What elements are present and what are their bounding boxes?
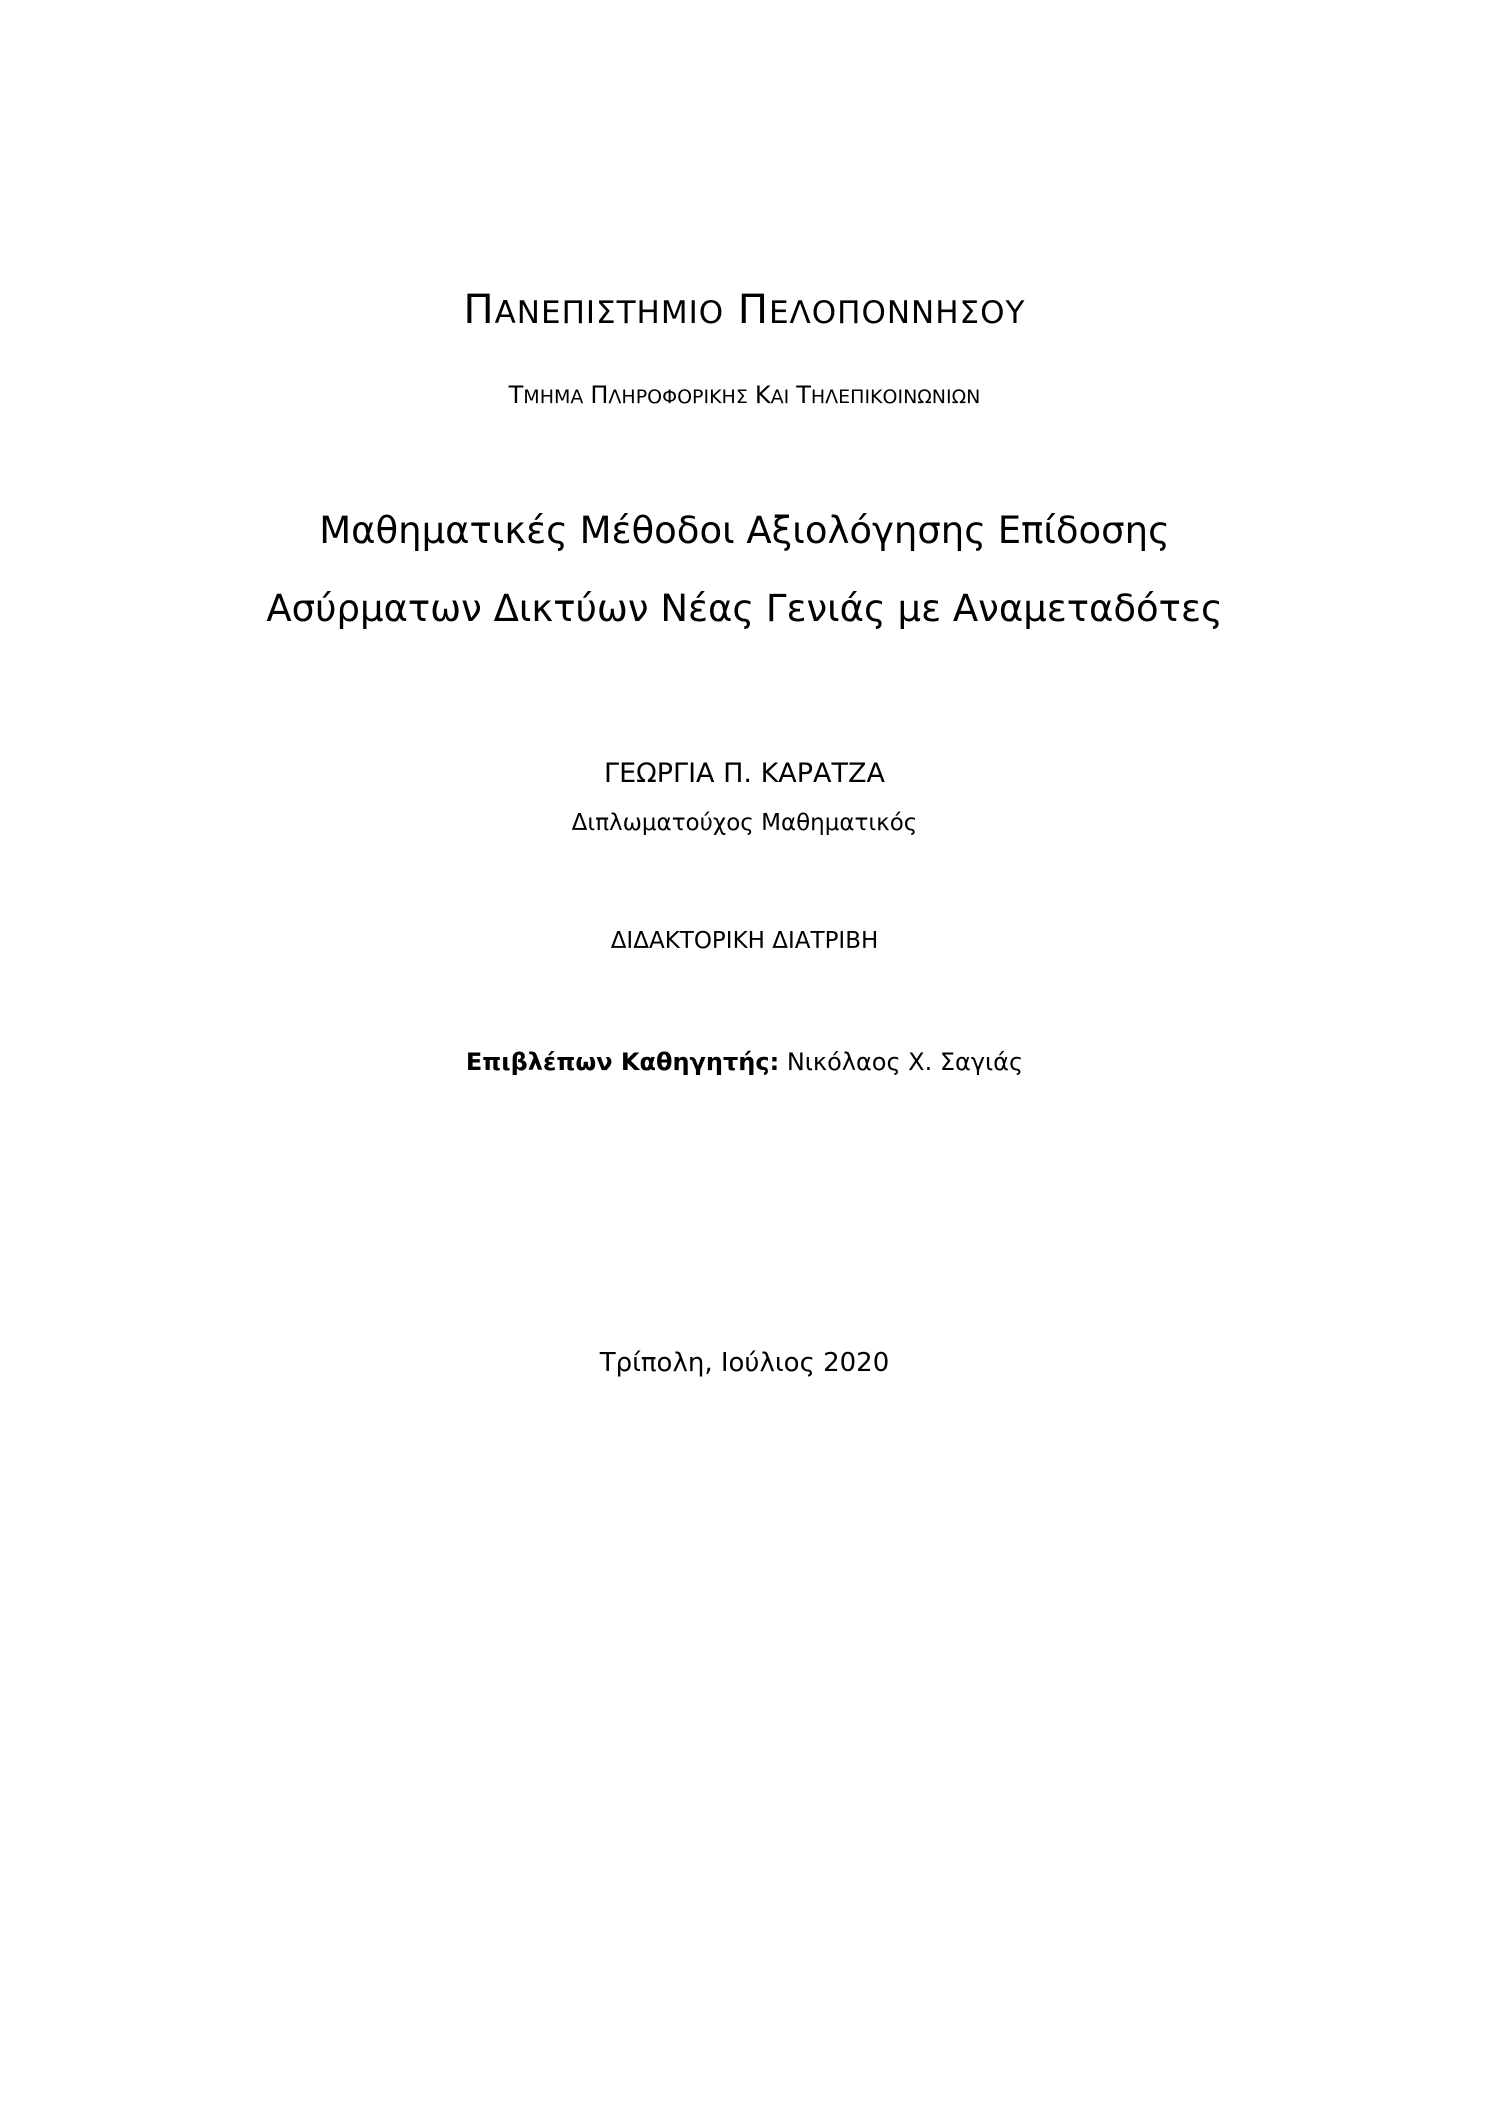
university-word1-rest: ΑΝΕΠΙΣΤΗΜΙΟ bbox=[494, 295, 725, 331]
university-word2-initial: Π bbox=[737, 287, 769, 333]
thesis-title-line1: Μαθηματικές Μέθοδοι Αξιολόγησης Επίδοσης bbox=[319, 509, 1170, 552]
document-type: ΔΙΔΑΚΤΟΡΙΚΗ ΔΙΑΤΡΙΒΗ bbox=[610, 928, 879, 954]
supervisor-label: Επιβλέπων Καθηγητής: bbox=[465, 1048, 780, 1076]
university-word2-rest: ΕΛΟΠΟΝΝΗΣΟΥ bbox=[768, 295, 1026, 331]
thesis-title-line2: Ασύρματων Δικτύων Νέας Γενιάς με Αναμεταδότες bbox=[266, 587, 1223, 630]
department-w2-initial: Π bbox=[590, 381, 609, 409]
place-date: Τρίπολη, Ιούλιος 2020 bbox=[599, 1348, 890, 1378]
department-w3-rest: ΑΙ bbox=[770, 386, 790, 408]
department-name bbox=[0, 383, 1489, 408]
department-w3-initial: Κ bbox=[754, 381, 771, 409]
department-w4-initial: Τ bbox=[796, 381, 811, 409]
department-w1-rest: ΜΗΜΑ bbox=[523, 386, 584, 408]
department-w4-rest: ΗΛΕΠΙΚΟΙΝΩΝΙΩΝ bbox=[810, 386, 981, 408]
author-name: ΓΕΩΡΓΙΑ Π. ΚΑΡΑΤΖΑ bbox=[604, 758, 885, 789]
university-name bbox=[0, 287, 1489, 333]
university-word1-initial: Π bbox=[463, 287, 495, 333]
author-degree: Διπλωματούχος Μαθηματικός bbox=[571, 810, 918, 836]
department-w1-initial: Τ bbox=[508, 381, 524, 409]
department-w2-rest: ΛΗΡΟΦΟΡΙΚΗΣ bbox=[608, 386, 748, 408]
supervisor-line bbox=[0, 1050, 1489, 1074]
supervisor-name: Νικόλαος Χ. Σαγιάς bbox=[779, 1048, 1024, 1076]
